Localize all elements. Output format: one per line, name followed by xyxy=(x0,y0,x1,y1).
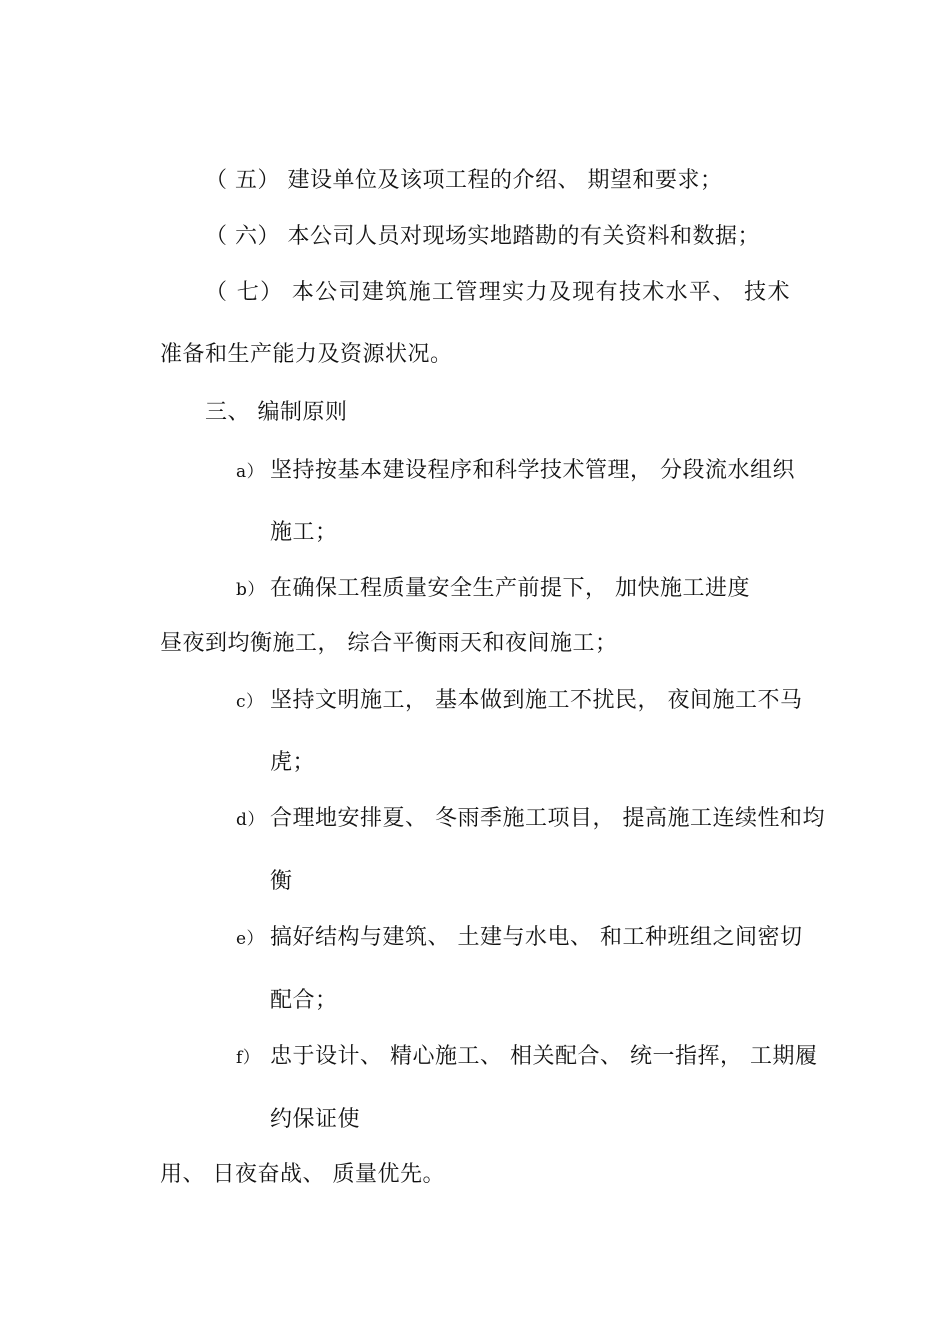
principle-f-continued: 约保证使 xyxy=(270,1107,361,1132)
principle-d-marker: d） xyxy=(236,810,265,830)
principle-c-marker: c） xyxy=(236,692,264,712)
principle-c xyxy=(236,686,803,717)
principle-f xyxy=(236,1042,817,1073)
principle-d-continued: 衡 xyxy=(270,869,293,894)
principle-e-marker: e） xyxy=(236,929,265,949)
principle-f-marker: f） xyxy=(236,1048,261,1068)
principle-e-text: 搞好结构与建筑、 土建与水电、 和工种班组之间密切 xyxy=(270,925,803,950)
principle-b-continued: 昼夜到均衡施工， 综合平衡雨天和夜间施工； xyxy=(160,631,618,656)
principle-d-text: 合理地安排夏、 冬雨季施工项目， 提高施工连续性和均 xyxy=(270,806,825,831)
principle-e xyxy=(236,923,803,954)
principle-c-continued: 虎； xyxy=(270,750,316,775)
line-item-7 xyxy=(205,278,790,308)
line-item-7-text: （ 七） 本公司建筑施工管理实力及现有技术水平、 技术 xyxy=(205,280,790,305)
principle-c-text: 坚持文明施工， 基本做到施工不扰民， 夜间施工不马 xyxy=(270,688,803,713)
principle-b-text: 在确保工程质量安全生产前提下， 加快施工进度 xyxy=(270,576,750,601)
principle-b xyxy=(236,574,750,605)
principle-a-text: 坚持按基本建设程序和科学技术管理， 分段流水组织 xyxy=(270,458,795,483)
section-heading: 三、 编制原则 xyxy=(205,400,348,425)
line-item-6: （ 六） 本公司人员对现场实地踏勘的有关资料和数据； xyxy=(205,224,760,249)
line-item-7-continued: 准备和生产能力及资源状况。 xyxy=(160,342,453,367)
principle-d xyxy=(236,804,825,835)
principle-f-text: 忠于设计、 精心施工、 相关配合、 统一指挥， 工期履 xyxy=(270,1044,818,1069)
principle-a-continued: 施工； xyxy=(270,520,338,545)
principle-e-continued: 配合； xyxy=(270,988,338,1013)
principle-f-continued-2: 用、 日夜奋战、 质量优先。 xyxy=(160,1162,445,1187)
principle-b-marker: b） xyxy=(236,580,265,600)
principle-a xyxy=(236,456,795,487)
line-item-5: （ 五） 建设单位及该项工程的介绍、 期望和要求； xyxy=(205,168,723,193)
principle-a-marker: a） xyxy=(236,462,265,482)
